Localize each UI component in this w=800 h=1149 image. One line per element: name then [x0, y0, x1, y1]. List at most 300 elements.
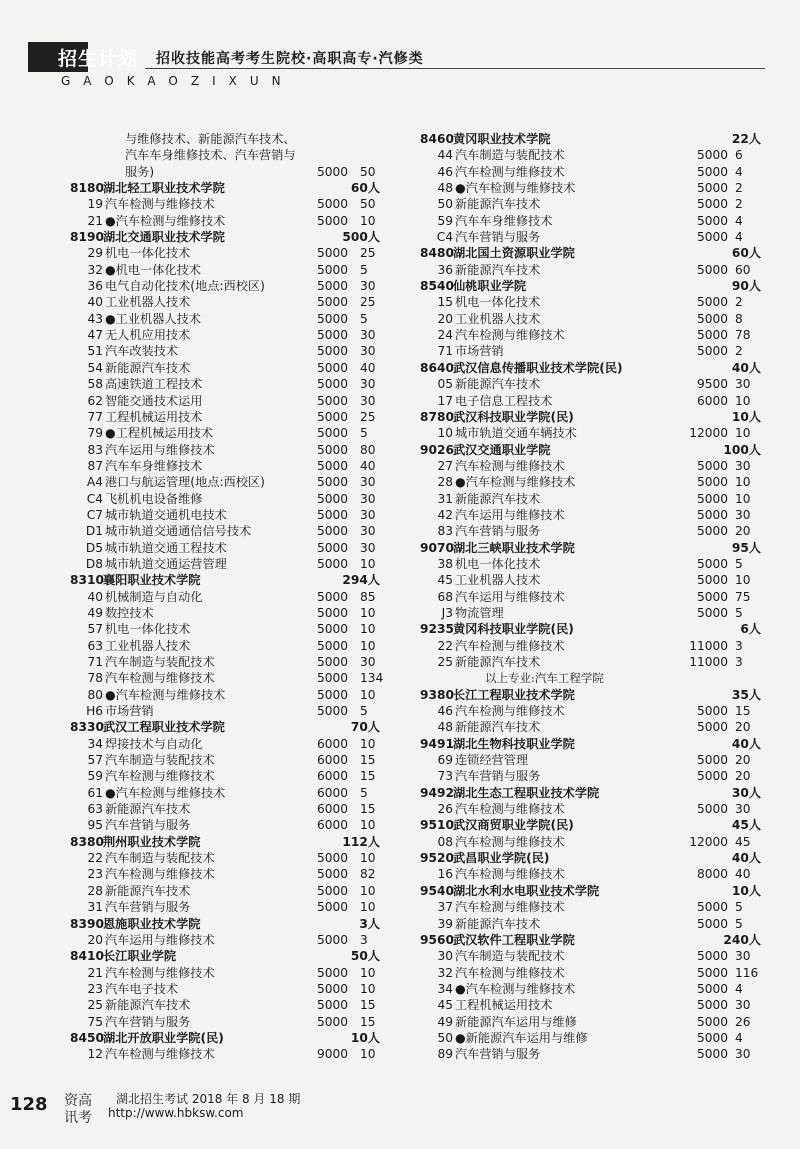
continuation-text: 与维修技术、新能源汽车技术、: [125, 132, 296, 146]
enrollment-count: 30: [360, 491, 376, 506]
school-code: 8450: [70, 1030, 104, 1045]
school-name: 武汉交通职业学院: [453, 442, 551, 457]
major-code: 58: [87, 377, 103, 392]
major-row: [70, 262, 390, 278]
major-row: [420, 1014, 765, 1030]
major-row: [70, 245, 390, 261]
note-row: [420, 670, 765, 686]
major-row: [70, 785, 390, 801]
major-name: ●新能源汽车运用与维修: [455, 1030, 588, 1045]
major-code: 78: [87, 671, 103, 686]
major-name: 汽车营销与服务: [455, 769, 541, 784]
major-name: 汽车运用与维修技术: [105, 442, 215, 457]
tuition-fee: 6000: [316, 769, 348, 784]
major-row: [420, 311, 765, 327]
major-row: [70, 425, 390, 441]
major-row: [70, 311, 390, 327]
major-row: [420, 981, 765, 997]
major-row: [70, 850, 390, 866]
major-code: 10: [437, 426, 453, 441]
major-name: 机电一体化技术: [105, 246, 191, 261]
enrollment-count: 10: [360, 622, 376, 637]
major-row: [70, 932, 390, 948]
major-code: 68: [437, 589, 453, 604]
major-row: [420, 965, 765, 981]
enrollment-count: 2: [735, 197, 743, 212]
enrollment-count: 25: [360, 409, 376, 424]
enrollment-count: 5: [735, 605, 743, 620]
major-row: [420, 556, 765, 572]
tuition-fee: 5000: [316, 932, 348, 947]
tuition-fee: 5000: [696, 262, 728, 277]
major-row: [70, 491, 390, 507]
school-row: [70, 948, 390, 964]
major-name: 汽车检测与维修技术: [455, 867, 565, 882]
major-row: [70, 654, 390, 670]
major-code: 39: [437, 916, 453, 931]
major-name: 汽车检测与维修技术: [105, 197, 215, 212]
major-row: [420, 948, 765, 964]
enrollment-count: 30: [360, 475, 376, 490]
major-name: 物流管理: [455, 605, 504, 620]
enrollment-count: 25: [360, 295, 376, 310]
enrollment-count: 30: [360, 524, 376, 539]
major-row: [420, 899, 765, 915]
tuition-fee: 5000: [316, 344, 348, 359]
major-name: 汽车车身维修技术: [105, 458, 203, 473]
tuition-fee: 5000: [316, 164, 348, 179]
major-code: 26: [437, 802, 453, 817]
school-name: 湖北三峡职业技术学院: [453, 540, 575, 555]
major-name: 工程机械运用技术: [105, 409, 203, 424]
enrollment-count: 75: [735, 589, 751, 604]
enrollment-count: 10: [360, 900, 376, 915]
major-name: 汽车营销与服务: [455, 230, 541, 245]
school-total: 40人: [731, 851, 761, 866]
enrollment-count: 4: [735, 164, 743, 179]
major-name: ●汽车检测与维修技术: [455, 181, 576, 196]
enrollment-count: 30: [360, 393, 376, 408]
continuation-text: 汽车车身维修技术、汽车营销与: [125, 148, 296, 163]
major-code: 15: [437, 295, 453, 310]
major-row: [70, 393, 390, 409]
tuition-fee: 5000: [316, 507, 348, 522]
major-row: [420, 213, 765, 229]
major-code: 28: [437, 475, 453, 490]
major-code: 30: [437, 949, 453, 964]
major-row: [70, 442, 390, 458]
major-code: 77: [87, 409, 103, 424]
major-name: 新能源汽车技术: [105, 998, 191, 1013]
enrollment-count: 4: [735, 213, 743, 228]
school-row: [420, 360, 765, 376]
major-code: D5: [85, 540, 103, 555]
tuition-fee: 5000: [696, 507, 728, 522]
major-name: 汽车制造与装配技术: [105, 655, 215, 669]
major-row: [420, 1046, 765, 1062]
school-name: 黄冈科技职业学院(民): [453, 622, 574, 637]
school-total: 60人: [350, 181, 380, 196]
enrollment-count: 15: [360, 769, 376, 784]
school-total: 35人: [731, 687, 761, 702]
school-name: 湖北生态工程职业技术学院: [453, 785, 600, 800]
enrollment-count: 15: [360, 998, 376, 1013]
enrollment-count: 15: [360, 753, 376, 768]
enrollment-count: 50: [360, 164, 376, 179]
school-row: [70, 719, 390, 735]
major-name: 新能源汽车技术: [455, 720, 541, 735]
major-code: 95: [87, 818, 103, 833]
major-row: [420, 507, 765, 523]
school-row: [420, 442, 765, 458]
major-code: 20: [87, 932, 103, 947]
major-code: 47: [87, 328, 103, 343]
major-name: 城市轨道交通运营管理: [105, 556, 227, 571]
enrollment-count: 10: [360, 213, 376, 228]
major-name: 城市轨道交通通信信号技术: [105, 524, 252, 539]
right-column: [420, 131, 765, 1063]
tuition-fee: 5000: [696, 491, 728, 506]
major-row: [70, 278, 390, 294]
tuition-fee: 6000: [316, 818, 348, 833]
enrollment-count: 30: [735, 507, 751, 522]
enrollment-count: 82: [360, 867, 376, 882]
major-row: [420, 196, 765, 212]
major-row: [420, 638, 765, 654]
tuition-fee: 5000: [696, 148, 728, 163]
enrollment-count: 30: [735, 377, 751, 392]
tuition-fee: 5000: [696, 344, 728, 359]
tuition-fee: 5000: [316, 556, 348, 571]
major-row: [70, 213, 390, 229]
major-name: 汽车检测与维修技术: [455, 965, 565, 980]
tuition-fee: 5000: [696, 704, 728, 719]
tuition-fee: 5000: [316, 524, 348, 539]
major-name: 新能源汽车技术: [455, 655, 541, 669]
major-row: [420, 703, 765, 719]
major-code: 25: [437, 655, 453, 669]
enrollment-count: 5: [360, 426, 368, 441]
tuition-fee: 6000: [316, 785, 348, 800]
major-name: 连锁经营管理: [455, 753, 529, 768]
tuition-fee: 5000: [316, 279, 348, 294]
major-name: ●汽车检测与维修技术: [455, 981, 576, 996]
major-name: 汽车营销与服务: [455, 524, 541, 539]
school-total: 40人: [731, 736, 761, 751]
major-code: 42: [437, 507, 453, 522]
major-code: 16: [437, 867, 453, 882]
major-name: 汽车检测与维修技术: [455, 704, 565, 719]
tuition-fee: 5000: [316, 965, 348, 980]
major-row: [420, 425, 765, 441]
tuition-fee: 5000: [316, 605, 348, 620]
tuition-fee: 6000: [316, 736, 348, 751]
note-text: 以上专业:汽车工程学院: [485, 671, 604, 686]
enrollment-count: 116: [735, 965, 759, 980]
major-code: 37: [437, 900, 453, 915]
enrollment-count: 4: [735, 981, 743, 996]
major-name: 工程机械运用技术: [455, 998, 553, 1013]
major-name: 汽车检测与维修技术: [455, 900, 565, 915]
school-name: 武汉信息传播职业技术学院(民): [453, 360, 623, 375]
enrollment-count: 40: [735, 867, 751, 882]
tuition-fee: 8000: [696, 867, 728, 882]
major-name: ●工业机器人技术: [105, 311, 201, 326]
major-code: 31: [437, 491, 453, 506]
major-name: 汽车营销与服务: [455, 1047, 541, 1062]
school-total: 45人: [731, 818, 761, 833]
major-name: 汽车检测与维修技术: [105, 671, 215, 686]
enrollment-count: 10: [360, 1047, 376, 1062]
major-row: [70, 703, 390, 719]
major-name: 汽车检测与维修技术: [105, 769, 215, 784]
school-name: 湖北开放职业学院(民): [103, 1030, 224, 1045]
major-row: [420, 147, 765, 163]
major-name: 新能源汽车技术: [455, 377, 541, 392]
school-row: [70, 572, 390, 588]
school-name: 恩施职业技术学院: [103, 916, 201, 931]
major-row: [420, 458, 765, 474]
major-name: 汽车运用与维修技术: [105, 932, 215, 947]
school-code: 8190: [70, 230, 104, 245]
tuition-fee: 5000: [696, 949, 728, 964]
major-code: 51: [87, 344, 103, 359]
school-row: [420, 932, 765, 948]
major-code: 22: [437, 638, 453, 653]
school-total: 90人: [731, 279, 761, 294]
major-name: 新能源汽车技术: [455, 491, 541, 506]
major-code: 69: [437, 753, 453, 768]
enrollment-count: 5: [735, 556, 743, 571]
school-code: 9560: [420, 932, 454, 947]
enrollment-count: 78: [735, 328, 751, 343]
major-row: [420, 916, 765, 932]
enrollment-count: 60: [735, 262, 751, 277]
enrollment-count: 6: [735, 148, 743, 163]
major-name: 汽车检测与维修技术: [105, 965, 215, 980]
major-code: 36: [437, 262, 453, 277]
continuation-row: [70, 147, 390, 163]
major-row: [420, 768, 765, 784]
school-name: 武汉软件工程职业学院: [453, 932, 575, 947]
major-row: [70, 376, 390, 392]
enrollment-count: 10: [360, 556, 376, 571]
enrollment-count: 30: [360, 540, 376, 555]
tuition-fee: 5000: [316, 867, 348, 882]
enrollment-count: 15: [360, 802, 376, 817]
tuition-fee: 11000: [689, 638, 728, 653]
major-code: 80: [87, 687, 103, 702]
major-name: 无人机应用技术: [105, 328, 191, 343]
enrollment-count: 10: [360, 687, 376, 702]
school-name: 武昌职业学院(民): [453, 851, 550, 866]
tuition-fee: 5000: [316, 687, 348, 702]
school-row: [420, 883, 765, 899]
school-total: 6人: [740, 622, 761, 637]
enrollment-count: 4: [735, 230, 743, 245]
enrollment-count: 10: [735, 491, 751, 506]
enrollment-count: 30: [735, 1047, 751, 1062]
major-row: [70, 1014, 390, 1030]
tuition-fee: 5000: [316, 671, 348, 686]
tuition-fee: 5000: [316, 442, 348, 457]
enrollment-count: 30: [735, 802, 751, 817]
major-code: D1: [85, 524, 103, 539]
enrollment-count: 3: [735, 638, 743, 653]
tuition-fee: 5000: [696, 589, 728, 604]
tuition-fee: 5000: [316, 851, 348, 866]
major-code: 49: [437, 1014, 453, 1029]
tuition-fee: 9500: [696, 377, 728, 392]
major-row: [70, 736, 390, 752]
major-code: 71: [87, 655, 103, 669]
major-row: [70, 196, 390, 212]
major-name: 汽车检测与维修技术: [105, 1047, 215, 1062]
school-row: [420, 687, 765, 703]
school-row: [420, 785, 765, 801]
tuition-fee: 12000: [689, 834, 728, 849]
school-code: 9026: [420, 442, 454, 457]
major-name: 汽车运用与维修技术: [455, 589, 565, 604]
school-total: 10人: [731, 883, 761, 898]
tuition-fee: 5000: [316, 295, 348, 310]
major-row: [420, 474, 765, 490]
school-name: 长江职业学院: [103, 949, 177, 964]
major-code: 20: [437, 311, 453, 326]
tuition-fee: 5000: [696, 524, 728, 539]
enrollment-count: 30: [360, 655, 376, 669]
website-url[interactable]: http://www.hbksw.com: [108, 1106, 244, 1120]
tuition-fee: 5000: [316, 883, 348, 898]
school-total: 294人: [342, 573, 380, 588]
major-name: 汽车电子技术: [105, 981, 179, 996]
major-code: 19: [87, 197, 103, 212]
school-row: [420, 245, 765, 261]
school-name: 襄阳职业技术学院: [103, 573, 201, 588]
school-code: 8180: [70, 181, 104, 196]
major-name: 工业机器人技术: [455, 311, 541, 326]
major-code: A4: [86, 475, 103, 490]
major-name: 数控技术: [105, 605, 154, 620]
major-name: 市场营销: [105, 704, 154, 719]
tuition-fee: 5000: [316, 589, 348, 604]
tuition-fee: 5000: [696, 1014, 728, 1029]
school-total: 112人: [342, 834, 380, 849]
major-name: 汽车制造与装配技术: [455, 148, 565, 163]
enrollment-count: 10: [360, 851, 376, 866]
major-code: 83: [87, 442, 103, 457]
major-code: 45: [437, 573, 453, 588]
major-code: 49: [87, 605, 103, 620]
tuition-fee: 5000: [696, 230, 728, 245]
school-code: 8480: [420, 246, 454, 261]
tuition-fee: 5000: [696, 556, 728, 571]
tuition-fee: 5000: [696, 753, 728, 768]
major-code: 59: [437, 213, 453, 228]
school-code: 8540: [420, 279, 454, 294]
tuition-fee: 5000: [316, 328, 348, 343]
major-code: 71: [437, 344, 453, 359]
major-code: 50: [437, 197, 453, 212]
major-name: ●机电一体化技术: [105, 262, 201, 277]
school-code: 8380: [70, 834, 104, 849]
major-code: 83: [437, 524, 453, 539]
major-name: 汽车检测与维修技术: [455, 638, 565, 653]
major-name: ●汽车检测与维修技术: [105, 687, 226, 702]
school-name: 黄冈职业技术学院: [453, 132, 551, 146]
enrollment-count: 45: [735, 834, 751, 849]
major-row: [420, 997, 765, 1013]
school-row: [70, 1030, 390, 1046]
tuition-fee: 5000: [316, 475, 348, 490]
major-name: 汽车检测与维修技术: [455, 458, 565, 473]
major-code: 63: [87, 802, 103, 817]
major-row: [70, 540, 390, 556]
major-code: 57: [87, 622, 103, 637]
tuition-fee: 5000: [316, 409, 348, 424]
school-total: 40人: [731, 360, 761, 375]
school-row: [420, 736, 765, 752]
major-name: 港口与航运管理(地点:西校区): [105, 475, 265, 490]
major-row: [70, 605, 390, 621]
major-name: 汽车改装技术: [105, 344, 179, 359]
enrollment-count: 40: [360, 360, 376, 375]
section-subtitle: 招收技能高考考生院校·高职高专·汽修类: [156, 51, 424, 67]
major-row: [70, 1046, 390, 1062]
tuition-fee: 5000: [316, 998, 348, 1013]
enrollment-count: 20: [735, 524, 751, 539]
major-row: [420, 801, 765, 817]
enrollment-count: 10: [735, 475, 751, 490]
school-row: [420, 540, 765, 556]
continuation-text: 服务): [125, 164, 155, 179]
enrollment-count: 30: [360, 328, 376, 343]
enrollment-count: 15: [360, 1014, 376, 1029]
major-name: 新能源汽车技术: [455, 262, 541, 277]
enrollment-count: 4: [735, 1030, 743, 1045]
major-row: [420, 654, 765, 670]
major-code: 59: [87, 769, 103, 784]
continuation-row: [70, 164, 390, 180]
enrollment-count: 30: [360, 344, 376, 359]
school-name: 湖北生物科技职业学院: [453, 736, 575, 751]
major-row: [70, 801, 390, 817]
major-row: [420, 572, 765, 588]
enrollment-count: 2: [735, 295, 743, 310]
school-code: 8780: [420, 409, 454, 424]
svg-text:资高: 资高: [64, 1093, 92, 1109]
major-name: 机械制造与自动化: [105, 589, 203, 604]
school-code: 9510: [420, 818, 454, 833]
tuition-fee: 5000: [696, 573, 728, 588]
tuition-fee: 6000: [696, 393, 728, 408]
major-row: [70, 523, 390, 539]
school-code: 9491: [420, 736, 454, 751]
major-row: [70, 817, 390, 833]
major-code: 79: [87, 426, 103, 441]
school-code: 8330: [70, 720, 104, 735]
tuition-fee: 5000: [316, 360, 348, 375]
major-code: 22: [87, 851, 103, 866]
major-code: 63: [87, 638, 103, 653]
major-code: 44: [437, 148, 453, 163]
major-row: [70, 458, 390, 474]
school-code: 9492: [420, 785, 454, 800]
major-row: [70, 343, 390, 359]
school-total: 100人: [723, 442, 761, 457]
enrollment-count: 85: [360, 589, 376, 604]
major-code: 29: [87, 246, 103, 261]
